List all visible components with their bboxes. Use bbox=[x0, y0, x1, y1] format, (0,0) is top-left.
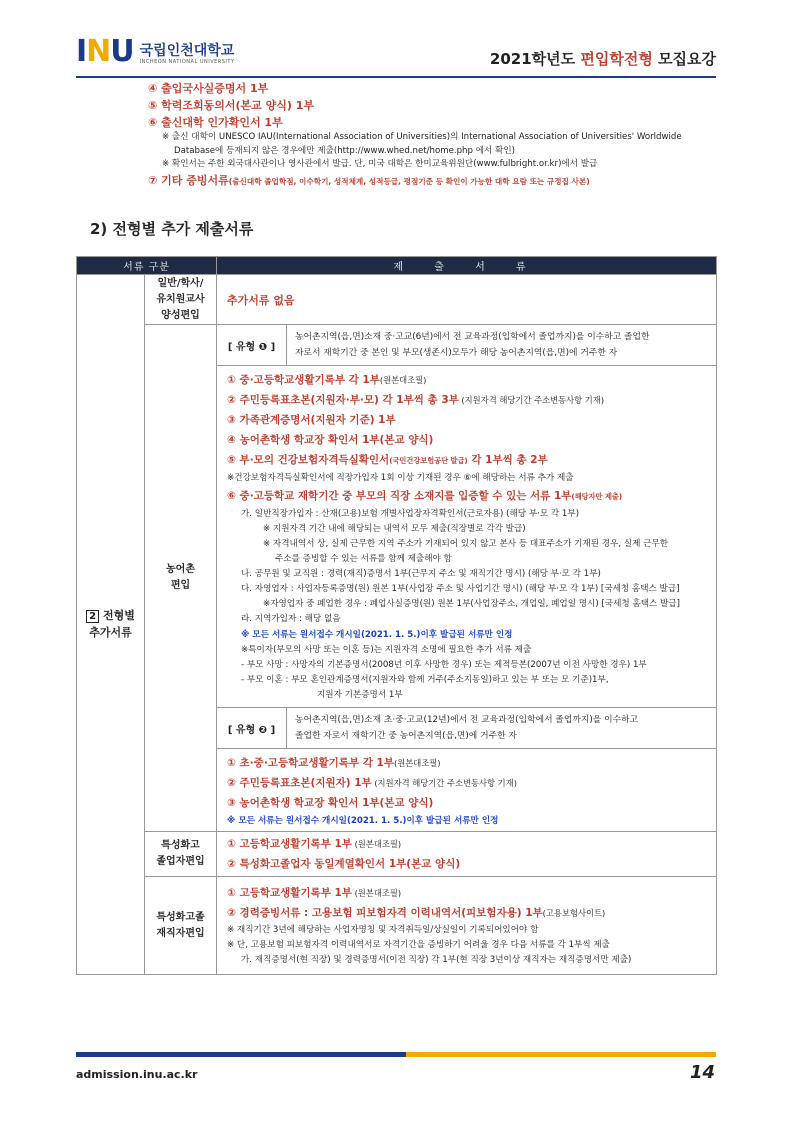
title-prefix: 2021학년도 bbox=[489, 50, 581, 68]
doc-item-tail: (원본대조필) bbox=[351, 888, 402, 898]
note-text: Database에 등재되지 않은 경우에만 제출(http://www.whed.net/home.php 에서 확인) bbox=[174, 145, 515, 156]
note-text: ※ 지원자격 기간 내에 해당되는 내역서 모두 제출(직장별로 각각 발급) bbox=[263, 524, 526, 534]
title-suffix: 모집요강 bbox=[652, 50, 716, 68]
section-title: 2) 전형별 추가 제출서류 bbox=[90, 220, 254, 238]
title-highlight: 편입학전형 bbox=[580, 50, 653, 68]
subcategory-label: 졸업자편입 bbox=[156, 856, 205, 867]
logo-english-name: INCHEON NATIONAL UNIVERSITY bbox=[139, 59, 235, 65]
doc-item-small: (해당자만 제출) bbox=[571, 492, 623, 501]
doc-item bbox=[227, 883, 706, 903]
list-item: ⑤ 학력조회동의서(본교 양식) 1부 bbox=[148, 99, 315, 112]
note-text: ※ 재직기간 3년에 해당하는 사업자명칭 및 자격취득일/상실일이 기록되어있어야 함 bbox=[227, 925, 539, 935]
type-1-description bbox=[287, 325, 716, 365]
table-row bbox=[77, 275, 717, 325]
sub-item: 라. 지역가입자 : 해당 없음 bbox=[241, 614, 341, 624]
additional-documents-table bbox=[76, 256, 717, 975]
category-cell bbox=[77, 275, 145, 975]
logo-mark bbox=[76, 36, 134, 68]
subcategory-label: 재직자편입 bbox=[156, 927, 205, 939]
content-cell bbox=[217, 877, 717, 975]
document-title bbox=[490, 48, 716, 69]
subcategory-cell bbox=[145, 877, 217, 975]
logo-letter: N bbox=[86, 34, 111, 69]
table-row bbox=[77, 832, 717, 877]
table-header-row bbox=[77, 257, 717, 275]
footer-bar bbox=[76, 1052, 716, 1057]
doc-item-tail: (원본대조필) bbox=[351, 839, 402, 849]
issue-date-notice: ※ 모든 서류는 원서접수 개시일(2021. 1. 5.)이후 발급된 서류만 인정 bbox=[241, 630, 513, 640]
doc-item bbox=[227, 854, 706, 874]
note-text: - 부모 사망 : 사망자의 기본증명서(2008년 이후 사망한 경우) 또는 제적등본(2007년 이전 사망한 경우) 1부 bbox=[241, 660, 647, 670]
doc-item-main: ① 고등학교생활기록부 1부 bbox=[227, 838, 352, 850]
subcategory-cell bbox=[145, 275, 217, 325]
footer-bar-gold bbox=[406, 1052, 716, 1057]
subcategory-label: 특성화고 bbox=[161, 840, 200, 851]
doc-item-main: ② 주민등록표초본(지원자·부·모) 각 1부씩 총 3부 bbox=[227, 394, 459, 406]
doc-item bbox=[227, 410, 706, 430]
sub-item: 가. 일반직장가입자 : 산재(고용)보험 개별사업장자격확인서(근로자용) (해당 부·모 각 1부) bbox=[241, 509, 580, 519]
type-2-label: [ 유형 ❷ ] bbox=[217, 708, 287, 748]
table-row bbox=[77, 325, 717, 832]
doc-item-main: ③ 농어촌학생 학교장 확인서 1부(본교 양식) bbox=[227, 797, 434, 809]
doc-item-tail: (지원자격 해당기간 주소변동사항 기재) bbox=[371, 778, 517, 788]
subcategory-label: 일반/학사/ bbox=[157, 277, 204, 289]
subcategory-label: 편입 bbox=[170, 580, 191, 591]
issue-date-notice: ※ 모든 서류는 원서접수 개시일(2021. 1. 5.)이후 발급된 서류만 인정 bbox=[227, 816, 499, 826]
note-text: ※특이자(부모의 사망 또는 이혼 등)는 지원자격 소명에 필요한 추가 서류 제출 bbox=[241, 645, 532, 655]
header-cell: 서류 구분 bbox=[77, 257, 217, 275]
item-sub: (출신대학 졸업학점, 이수학기, 성적체계, 성적등급, 평점기준 등 확인이 가능한 대학 요람 또는 규정집 사본) bbox=[228, 176, 590, 186]
type-2-description bbox=[287, 708, 716, 748]
subcategory-cell bbox=[145, 325, 217, 832]
footer-url: admission.inu.ac.kr bbox=[76, 1068, 198, 1081]
logo-text bbox=[140, 43, 235, 65]
doc-item-main: ⑥ 중·고등학교 재학기간 중 부모의 직장 소재지를 입증할 수 있는 서류 1부 bbox=[227, 490, 572, 502]
doc-item-main: ② 주민등록표초본(지원자) 1부 bbox=[227, 777, 372, 789]
header-divider bbox=[76, 76, 716, 78]
category-text: 전형별 bbox=[102, 609, 135, 622]
description-text: 농어촌지역(읍,면)소재 초·중·고교(12년)에서 전 교육과정(입학에서 졸업까지)을 이수하고 bbox=[295, 715, 639, 725]
doc-item-main: ① 중·고등학교생활기록부 각 1부 bbox=[227, 374, 380, 386]
type-2-box bbox=[217, 707, 716, 749]
list-note bbox=[148, 131, 718, 158]
doc-item bbox=[227, 793, 706, 813]
table-row bbox=[77, 877, 717, 975]
note-text: - 부모 이혼 : 부모 혼인관계증명서(지원자와 함께 거주(주소지동일)하고 있는 부 또는 모 기준)1부, bbox=[241, 675, 609, 685]
list-item bbox=[148, 172, 718, 190]
note-text: 지원자 기본증명서 1부 bbox=[317, 690, 403, 700]
doc-item bbox=[227, 903, 706, 923]
doc-item bbox=[227, 450, 706, 471]
description-text: 자로서 재학기간 중 본인 및 부모(생존시)모두가 해당 농어촌지역(읍,면)에 거주한 자 bbox=[295, 348, 618, 358]
description-text: 졸업한 자로서 재학기간 중 농어촌지역(읍,면)에 거주한 자 bbox=[295, 731, 517, 741]
note-text: ※ 자격내역서 상, 실제 근무한 지역 주소가 기재되어 있지 않고 본사 등 대표주소가 기재된 경우, 실제 근무한 bbox=[263, 539, 669, 549]
note-text: 가. 재직증명서(현 직장) 및 경력증명서(이전 직장) 각 1부(현 직장 3년이상 재직자는 재직증명서만 제출) bbox=[241, 955, 632, 965]
content-cell bbox=[217, 275, 717, 325]
no-additional-docs: 추가서류 없음 bbox=[227, 293, 295, 307]
doc-item-main: ② 특성화고졸업자 동일계열확인서 1부(본교 양식) bbox=[227, 858, 461, 870]
logo-letter: U bbox=[110, 34, 134, 69]
subcategory-cell bbox=[145, 832, 217, 877]
doc-item bbox=[227, 773, 706, 793]
subcategory-label: 농어촌 bbox=[166, 564, 195, 575]
item-main: ⑦ 기타 증빙서류 bbox=[148, 173, 229, 187]
header-cell: 제 출 서 류 bbox=[217, 257, 717, 275]
sub-item: 다. 자영업자 : 사업자등록증명(원) 원본 1부(사업장 주소 및 사업기간 명시) (해당 부·모 각 1부) [국세청 홈택스 발급] bbox=[241, 584, 680, 594]
doc-item-tail: (원본대조필) bbox=[394, 758, 441, 768]
list-item: ④ 출입국사실증명서 1부 bbox=[148, 82, 269, 95]
doc-item-small: (국민건강보험공단 발급) bbox=[389, 456, 468, 465]
doc-item bbox=[227, 486, 706, 507]
content-cell bbox=[217, 832, 717, 877]
doc-item-main: ⑤ 부·모의 건강보험자격득실확인서 bbox=[227, 454, 390, 466]
doc-item bbox=[227, 390, 706, 410]
list-item: ⑥ 출신대학 인가확인서 1부 bbox=[148, 116, 283, 129]
note-text: ※건강보험자격득실확인서에 직장가입자 1회 이상 기재된 경우 ⑥에 해당하는 서류 추가 제출 bbox=[227, 473, 574, 483]
note-text: 주소를 증빙할 수 있는 서류를 함께 제출해야 함 bbox=[275, 554, 452, 564]
note-text: ※ 단, 고용보험 피보험자격 이력내역서로 자격기간을 증빙하기 어려울 경우 다음 서류를 각 1부씩 제출 bbox=[227, 940, 610, 950]
list-note: ※ 확인서는 주한 외국대사관이나 영사관에서 발급. 단, 미국 대학은 한미교육위원단(www.fulbright.or.kr)에서 발급 bbox=[162, 159, 598, 169]
subcategory-label: 양성편입 bbox=[161, 309, 200, 321]
doc-item-main: ① 고등학교생활기록부 1부 bbox=[227, 887, 352, 899]
doc-item-tail: (고용보험사이트) bbox=[542, 908, 606, 918]
doc-item-main: ④ 농어촌학생 학교장 확인서 1부(본교 양식) bbox=[227, 434, 434, 446]
type-1-box bbox=[217, 325, 716, 366]
footer-bar-blue bbox=[76, 1052, 406, 1057]
required-documents-list bbox=[148, 80, 718, 190]
page-header bbox=[76, 36, 716, 76]
logo-letter: I bbox=[76, 34, 87, 69]
doc-item-main: ② 경력증빙서류 : 고용보험 피보험자격 이력내역서(피보험자용) 1부 bbox=[227, 907, 543, 919]
university-logo bbox=[76, 36, 235, 68]
doc-item-main: ① 초·중·고등학교생활기록부 각 1부 bbox=[227, 757, 394, 769]
subcategory-label: 특성화고졸 bbox=[156, 911, 205, 923]
page-number: 14 bbox=[689, 1062, 715, 1083]
description-text: 농어촌지역(읍,면)소재 중·고교(6년)에서 전 교육과정(입학에서 졸업까지)을 이수하고 졸업한 bbox=[295, 332, 650, 342]
doc-item bbox=[227, 753, 706, 773]
doc-item bbox=[227, 430, 706, 450]
doc-item bbox=[227, 834, 706, 854]
doc-item-main: 각 1부씩 총 2부 bbox=[467, 454, 548, 466]
type-1-label: [ 유형 ❶ ] bbox=[217, 325, 287, 365]
category-text: 추가서류 bbox=[89, 626, 132, 639]
doc-item-tail: (원본대조필) bbox=[379, 375, 427, 385]
doc-item-main: ③ 가족관계증명서(지원자 기준) 1부 bbox=[227, 414, 396, 426]
sub-item: 나. 공무원 및 교직원 : 경력(재직)증명서 1부(근무지 주소 및 재직기간 명시) (해당 부·모 각 1부) bbox=[241, 569, 601, 579]
doc-item-tail: (지원자격 해당기간 주소변동사항 기재) bbox=[458, 395, 605, 405]
note-text: ※ 출신 대학이 UNESCO IAU(International Association of Universities)의 International Association of Universities' Worldwide bbox=[162, 132, 682, 142]
logo-korean-name: 국립인천대학교 bbox=[139, 43, 235, 59]
subcategory-label: 유치원교사 bbox=[156, 293, 205, 305]
content-cell bbox=[217, 325, 717, 832]
category-label bbox=[77, 608, 144, 625]
note-text: ※자영업자 중 폐업한 경우 : 폐업사실증명(원) 원본 1부(사업장주소, 개업일, 폐업일 명시) [국세청 홈택스 발급] bbox=[263, 599, 681, 609]
category-number: 2 bbox=[86, 610, 99, 623]
doc-item bbox=[227, 370, 706, 390]
